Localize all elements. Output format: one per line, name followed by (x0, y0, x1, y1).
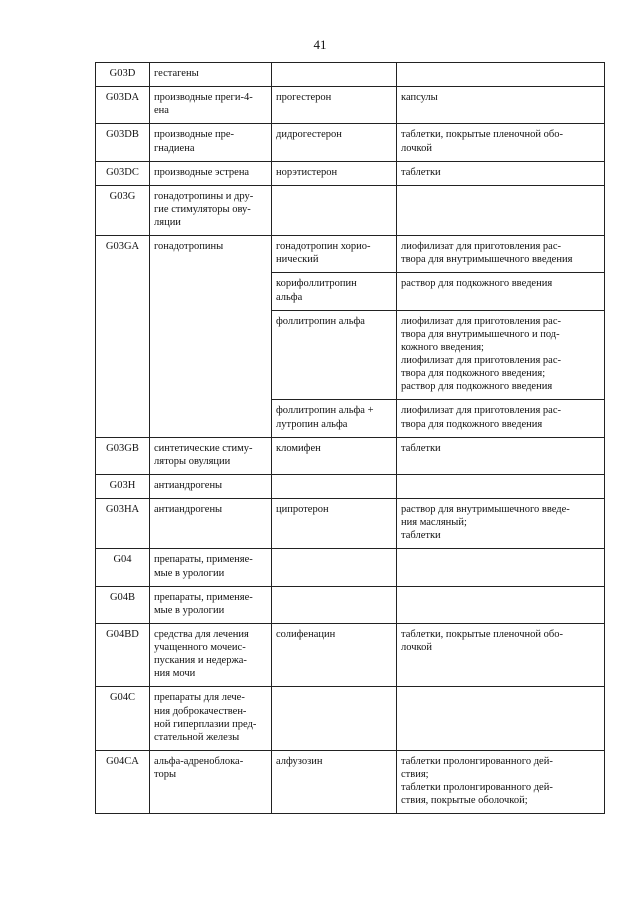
empty-drug-cell (272, 185, 397, 235)
drug-name-cell (272, 87, 397, 124)
atc-code-cell: G03DA (96, 87, 150, 124)
dosage-form-cell (397, 437, 605, 474)
dosage-form-cell (397, 236, 605, 273)
group-name-cell-line: синтетические стиму- (154, 442, 253, 454)
atc-code-cell: G03DB (96, 124, 150, 161)
drug-classification-table (95, 62, 605, 814)
group-name-cell-line: ной гиперплазии пред- (154, 718, 257, 730)
group-name-cell (150, 63, 272, 87)
empty-form-cell (397, 586, 605, 623)
table-row (96, 687, 605, 751)
group-name-cell-line: гонадотропины и дру- (154, 190, 254, 202)
drug-name-cell-line: фоллитропин альфа (276, 315, 365, 327)
group-name-cell (150, 750, 272, 814)
empty-drug-cell (272, 586, 397, 623)
atc-code-cell: G04 (96, 549, 150, 586)
drug-name-cell-line: прогестерон (276, 92, 332, 104)
atc-code-cell: G04C (96, 687, 150, 751)
dosage-form-cell-line: твора для внутримышечного и под- (401, 328, 560, 340)
group-name-cell-line: ния мочи (154, 668, 196, 680)
drug-name-cell-line: фоллитропин альфа + (276, 405, 374, 417)
drug-name-cell-line: альфа (276, 291, 303, 303)
group-name-cell-line: антиандрогены (154, 504, 223, 515)
drug-name-cell (272, 124, 397, 161)
table-row (96, 437, 605, 474)
group-name-cell-line: ена (154, 105, 169, 117)
dosage-form-cell-line: таблетки, покрытые пленочной обо- (401, 628, 563, 640)
atc-code-cell: G03G (96, 185, 150, 235)
table-row (96, 499, 605, 549)
atc-code-cell: G03D (96, 63, 150, 87)
table-row (96, 161, 605, 185)
atc-code-cell: G04CA (96, 750, 150, 814)
table-row (96, 750, 605, 814)
group-name-cell-line: учащенного мочеис- (154, 642, 246, 653)
dosage-form-cell (397, 310, 605, 400)
drug-name-cell (272, 750, 397, 814)
group-name-cell-line: альфа-адреноблока- (154, 755, 244, 767)
drug-name-cell (272, 161, 397, 185)
table-row (96, 549, 605, 586)
atc-code-cell: G04B (96, 586, 150, 623)
empty-drug-cell (272, 549, 397, 586)
dosage-form-cell-line: таблетки пролонгированного дей- (401, 755, 553, 767)
dosage-form-cell-line: лиофилизат для приготовления рас- (401, 405, 562, 417)
dosage-form-cell-line: таблетки пролонгированного дей- (401, 782, 553, 794)
atc-code-cell: G03GA (96, 236, 150, 438)
dosage-form-cell-line: лиофилизат для приготовления рас- (401, 315, 562, 327)
drug-name-cell (272, 623, 397, 687)
atc-code-cell: G03H (96, 474, 150, 498)
dosage-form-cell-line: раствор для внутримышечного введе- (401, 504, 570, 515)
dosage-form-cell-line: ствия; (401, 769, 429, 780)
dosage-form-cell-line: таблетки (401, 166, 441, 178)
group-name-cell-line: гонадотропины (154, 241, 224, 253)
dosage-form-cell-line: таблетки (401, 530, 441, 542)
group-name-cell-line: препараты, применяе- (154, 591, 253, 603)
atc-code-cell: G04BD (96, 623, 150, 687)
group-name-cell (150, 549, 272, 586)
empty-drug-cell (272, 687, 397, 751)
group-name-cell-line: антиандрогены (154, 479, 223, 491)
group-name-cell (150, 236, 272, 438)
dosage-form-cell (397, 161, 605, 185)
group-name-cell (150, 185, 272, 235)
drug-name-cell-line: лутропин альфа (276, 418, 348, 430)
drug-name-cell (272, 400, 397, 437)
table-row (96, 474, 605, 498)
dosage-form-cell-line: лиофилизат для приготовления рас- (401, 241, 562, 253)
dosage-form-cell-line: кожного введения; (401, 341, 484, 353)
group-name-cell-line: производные пре- (154, 129, 235, 141)
group-name-cell-line: производные преги-4- (154, 92, 253, 104)
drug-name-cell-line: норэтистерон (276, 166, 338, 178)
empty-form-cell (397, 185, 605, 235)
dosage-form-cell-line: таблетки, покрытые пленочной обо- (401, 129, 563, 141)
group-name-cell-line: мые в урологии (154, 567, 225, 579)
drug-name-cell-line: нический (276, 254, 319, 266)
drug-name-cell (272, 236, 397, 273)
table-row (96, 236, 605, 273)
dosage-form-cell (397, 623, 605, 687)
group-name-cell (150, 161, 272, 185)
dosage-form-cell-line: таблетки (401, 442, 441, 454)
drug-name-cell (272, 499, 397, 549)
drug-name-cell-line: кломифен (276, 442, 321, 454)
dosage-form-cell-line: твора для внутримышечного введения (401, 254, 573, 266)
drug-name-cell-line: солифенацин (276, 628, 336, 640)
drug-name-cell-line: ципротерон (276, 504, 329, 515)
empty-form-cell (397, 687, 605, 751)
dosage-form-cell-line: лочкой (401, 142, 432, 154)
page-number: 41 (313, 37, 327, 52)
dosage-form-cell-line: твора для подкожного введения; (401, 368, 546, 380)
group-name-cell (150, 586, 272, 623)
drug-name-cell (272, 310, 397, 400)
group-name-cell-line: препараты, применяе- (154, 554, 253, 566)
dosage-form-cell-line: раствор для подкожного введения (401, 381, 553, 393)
group-name-cell-line: мые в урологии (154, 604, 225, 616)
group-name-cell-line: гестагены (154, 68, 199, 79)
dosage-form-cell-line: ния масляный; (401, 517, 467, 529)
dosage-form-cell (397, 87, 605, 124)
drug-name-cell-line: корифоллитропин (276, 278, 357, 290)
table-row (96, 87, 605, 124)
group-name-cell (150, 687, 272, 751)
empty-form-cell (397, 63, 605, 87)
dosage-form-cell (397, 273, 605, 310)
drug-name-cell (272, 437, 397, 474)
table-row (96, 185, 605, 235)
empty-drug-cell (272, 474, 397, 498)
dosage-form-cell-line: ствия, покрытые оболочкой; (401, 795, 528, 807)
atc-code-cell: G03DC (96, 161, 150, 185)
group-name-cell-line: ляции (154, 217, 181, 228)
group-name-cell (150, 499, 272, 549)
table-row (96, 586, 605, 623)
dosage-form-cell (397, 750, 605, 814)
drug-name-cell-line: дидрогестерон (276, 129, 342, 141)
group-name-cell (150, 124, 272, 161)
group-name-cell-line: торы (154, 769, 177, 780)
drug-name-cell-line: алфузозин (276, 755, 323, 767)
group-name-cell-line: производные эстрена (154, 166, 250, 178)
group-name-cell (150, 474, 272, 498)
empty-drug-cell (272, 63, 397, 87)
group-name-cell-line: пускания и недержа- (154, 655, 247, 667)
dosage-form-cell-line: лочкой (401, 642, 432, 653)
empty-form-cell (397, 474, 605, 498)
dosage-form-cell-line: раствор для подкожного введения (401, 278, 553, 290)
dosage-form-cell-line: твора для подкожного введения (401, 418, 543, 430)
group-name-cell-line: гие стимуляторы ову- (154, 203, 251, 215)
table-row (96, 63, 605, 87)
table-row (96, 124, 605, 161)
group-name-cell-line: ляторы овуляции (154, 455, 231, 467)
group-name-cell-line: средства для лечения (154, 628, 249, 640)
dosage-form-cell-line: лиофилизат для приготовления рас- (401, 355, 562, 366)
group-name-cell (150, 87, 272, 124)
atc-code-cell: G03GB (96, 437, 150, 474)
dosage-form-cell (397, 124, 605, 161)
group-name-cell (150, 623, 272, 687)
dosage-form-cell-line: капсулы (401, 92, 438, 104)
atc-code-cell: G03HA (96, 499, 150, 549)
empty-form-cell (397, 549, 605, 586)
group-name-cell (150, 437, 272, 474)
table-row (96, 623, 605, 687)
dosage-form-cell (397, 400, 605, 437)
drug-name-cell (272, 273, 397, 310)
drug-name-cell-line: гонадотропин хорио- (276, 241, 371, 253)
group-name-cell-line: ния доброкачествен- (154, 705, 247, 717)
group-name-cell-line: стательной железы (154, 731, 240, 743)
dosage-form-cell (397, 499, 605, 549)
group-name-cell-line: гнадиена (154, 142, 195, 154)
group-name-cell-line: препараты для лече- (154, 692, 245, 704)
